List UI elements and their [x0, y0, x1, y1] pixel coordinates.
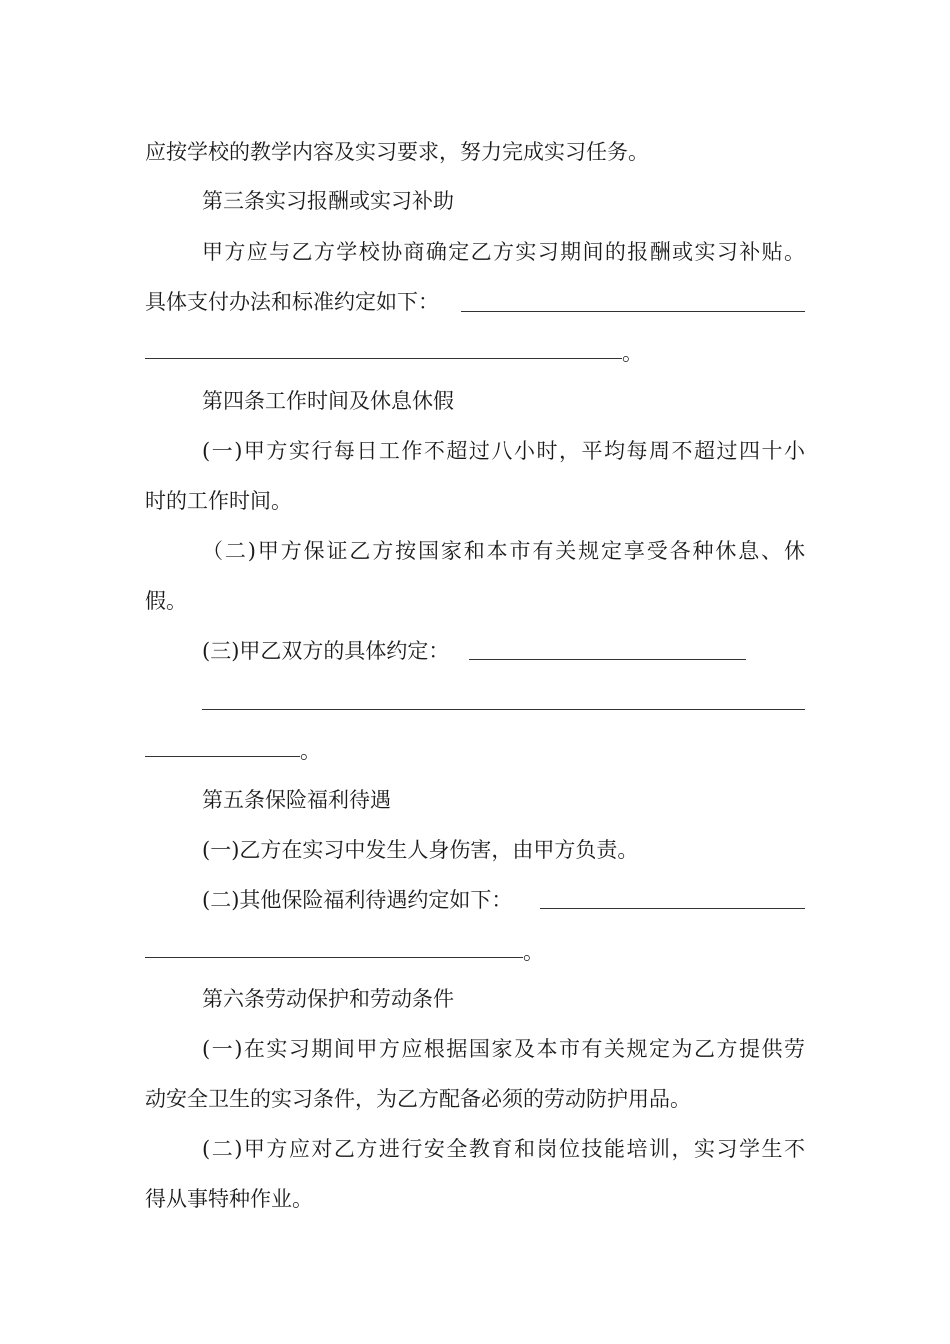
- paragraph-line: 动安全卫生的实习条件，为乙方配备必须的劳动防护用品。: [145, 1087, 691, 1111]
- paragraph-line: 得从事特种作业。: [145, 1187, 313, 1211]
- period: 。: [300, 739, 321, 763]
- article-5-heading: 第五条保险福利待遇: [202, 788, 391, 812]
- fill-in-blank: [202, 709, 805, 710]
- period: 。: [523, 940, 544, 964]
- paragraph-line: (一)乙方在实习中发生人身伤害，由甲方负责。: [202, 838, 639, 862]
- paragraph-line: 应按学校的教学内容及实习要求，努力完成实习任务。: [145, 140, 649, 164]
- paragraph-line: 具体支付办法和标准约定如下：: [145, 290, 439, 314]
- paragraph-line: 甲方应与乙方学校协商确定乙方实习期间的报酬或实习补贴。: [202, 240, 805, 264]
- fill-in-blank: [469, 659, 746, 660]
- article-6-heading: 第六条劳动保护和劳动条件: [202, 987, 454, 1011]
- article-4-heading: 第四条工作时间及休息休假: [202, 389, 454, 413]
- paragraph-line: (二)其他保险福利待遇约定如下：: [202, 888, 513, 912]
- article-3-heading: 第三条实习报酬或实习补助: [202, 189, 454, 213]
- paragraph-line: (二)甲方应对乙方进行安全教育和岗位技能培训，实习学生不: [202, 1137, 805, 1161]
- paragraph-line: (三)甲乙双方的具体约定：: [202, 639, 450, 663]
- paragraph-line: (一)甲方实行每日工作不超过八小时，平均每周不超过四十小: [202, 439, 805, 463]
- fill-in-blank: [540, 908, 805, 909]
- paragraph-line: 时的工作时间。: [145, 489, 292, 513]
- period: 。: [622, 341, 643, 365]
- fill-in-blank: [145, 957, 523, 958]
- paragraph-line: （二)甲方保证乙方按国家和本市有关规定享受各种休息、休: [202, 539, 805, 563]
- fill-in-blank: [145, 358, 622, 359]
- fill-in-blank: [145, 756, 300, 757]
- paragraph-line: 假。: [145, 589, 187, 613]
- fill-in-blank: [461, 311, 805, 312]
- paragraph-line: (一)在实习期间甲方应根据国家及本市有关规定为乙方提供劳: [202, 1037, 805, 1061]
